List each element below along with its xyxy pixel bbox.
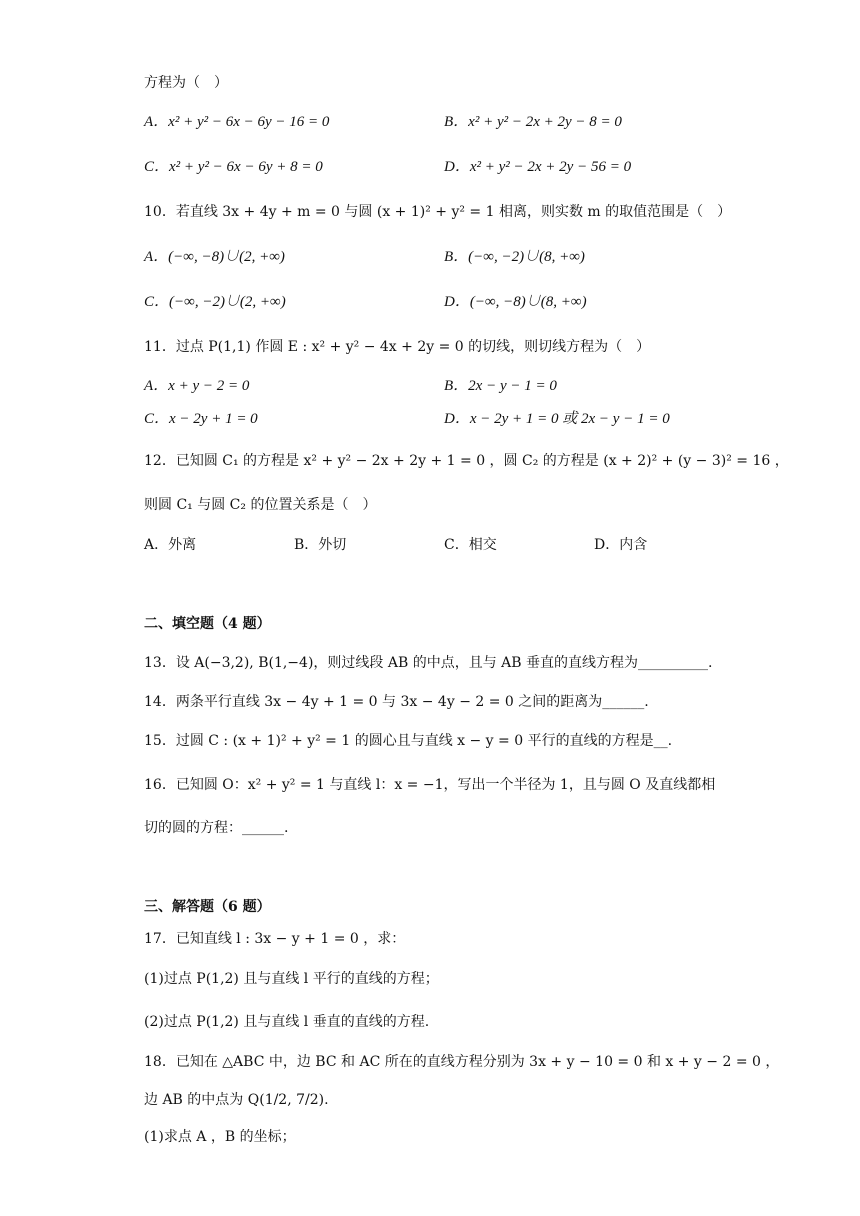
q12-stem-line2: 则圆 C₁ 与圆 C₂ 的位置关系是（ ） [144, 497, 377, 513]
q17-part2: (2)过点 P(1,2) 且与直线 l 垂直的直线的方程. [144, 1014, 430, 1030]
q11-option-a: A．x + y − 2 = 0 [144, 378, 250, 394]
q9-option-c: C．x² + y² − 6x − 6y + 8 = 0 [144, 159, 323, 175]
q10-option-b: B．(−∞, −2)∪(8, +∞) [444, 249, 585, 265]
q14-stem: 14．两条平行直线 3x − 4y + 1 = 0 与 3x − 4y − 2 = 0 之间的距离为______. [144, 694, 649, 710]
q9-stem-end: 方程为（ ） [144, 75, 228, 91]
q17-stem: 17．已知直线 l : 3x − y + 1 = 0 ，求： [144, 931, 406, 947]
q17-part1: (1)过点 P(1,2) 且与直线 l 平行的直线的方程； [144, 971, 439, 987]
q11-option-d: D．x − 2y + 1 = 0 或 2x − y − 1 = 0 [444, 411, 670, 427]
q10-stem: 10．若直线 3x + 4y + m = 0 与圆 (x + 1)² + y² = 1 相离，则实数 m 的取值范围是（ ） [144, 204, 732, 220]
q10-option-a: A．(−∞, −8)∪(2, +∞) [144, 249, 285, 265]
q12-option-b: B．外切 [294, 537, 347, 553]
q11-option-b: B．2x − y − 1 = 0 [444, 378, 557, 394]
q12-option-d: D．内含 [594, 537, 648, 553]
q9-option-a: A．x² + y² − 6x − 6y − 16 = 0 [144, 114, 330, 130]
q9-option-d: D．x² + y² − 2x + 2y − 56 = 0 [444, 159, 632, 175]
q16-stem-line2: 切的圆的方程：______. [144, 820, 289, 836]
q18-part1: (1)求点 A ，B 的坐标； [144, 1129, 296, 1145]
q18-stem-line1: 18．已知在 △ABC 中，边 BC 和 AC 所在的直线方程分别为 3x + y − 10 = 0 和 x + y − 2 = 0 ， [144, 1054, 780, 1070]
q16-stem-line1: 16．已知圆 O：x² + y² = 1 与直线 l：x = −1，写出一个半径为 1，且与圆 O 及直线都相 [144, 777, 716, 793]
q12-option-c: C．相交 [444, 537, 497, 553]
q11-stem: 11．过点 P(1,1) 作圆 E : x² + y² − 4x + 2y = 0 的切线，则切线方程为（ ） [144, 339, 651, 355]
q10-option-c: C．(−∞, −2)∪(2, +∞) [144, 294, 286, 310]
section-answer-title: 三、解答题（6 题） [144, 899, 271, 915]
section-fill-in-title: 二、填空题（4 题） [144, 616, 271, 632]
q18-stem-line2: 边 AB 的中点为 Q(1/2, 7/2). [144, 1092, 329, 1108]
q10-option-d: D．(−∞, −8)∪(8, +∞) [444, 294, 587, 310]
q15-stem: 15．过圆 C : (x + 1)² + y² = 1 的圆心且与直线 x − y = 0 平行的直线的方程是__. [144, 733, 673, 749]
q12-stem-line1: 12．已知圆 C₁ 的方程是 x² + y² − 2x + 2y + 1 = 0 ，圆 C₂ 的方程是 (x + 2)² + (y − 3)² = 16 ， [144, 453, 789, 469]
q11-option-c: C．x − 2y + 1 = 0 [144, 411, 258, 427]
q12-option-a: A．外离 [144, 537, 197, 553]
q9-option-b: B．x² + y² − 2x + 2y − 8 = 0 [444, 114, 622, 130]
q13-stem: 13．设 A(−3,2), B(1,−4)，则过线段 AB 的中点，且与 AB 垂直的直线方程为__________. [144, 655, 713, 671]
